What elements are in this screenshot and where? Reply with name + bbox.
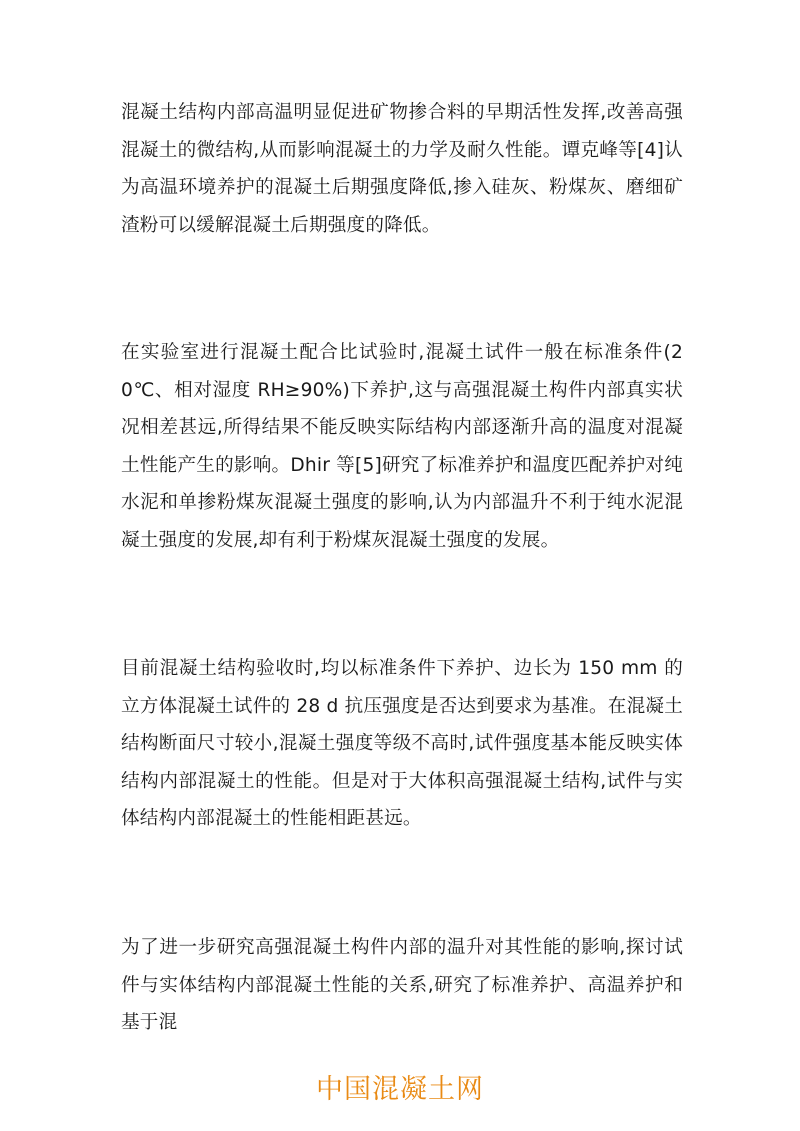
body-paragraph-4: 为了进一步研究高强混凝土构件内部的温升对其性能的影响,探讨试件与实体结构内部混凝土性能的关系,研究了标准养护、高温养护和基于混 [121,937,683,1033]
body-paragraph-3: 目前混凝土结构验收时,均以标准条件下养护、边长为 150 mm 的立方体混凝土试件的 28 d 抗压强度是否达到要求为基准。在混凝土结构断面尺寸较小,混凝土强度等级不高时,试件强度基本能反映实体结构内部混凝土的性能。但是对于大体积高强混凝土结构,试件与实体结构内部混凝土的性能相距甚远。 [121,658,683,829]
body-paragraph-2: 在实验室进行混凝土配合比试验时,混凝土试件一般在标准条件(20℃、相对湿度 RH≥90%)下养护,这与高强混凝土构件内部真实状况相差甚远,所得结果不能反映实际结构内部逐渐升高的温度对混凝土性能产生的影响。Dhir 等[5]研究了标准养护和温度匹配养护对纯水泥和单掺粉煤灰混凝土强度的影响,认为内部温升不利于纯水泥混凝土强度的发展,却有利于粉煤灰混凝土强度的发展。 [121,342,683,551]
body-paragraph-1: 混凝土结构内部高温明显促进矿物掺合料的早期活性发挥,改善高强混凝土的微结构,从而影响混凝土的力学及耐久性能。谭克峰等[4]认为高温环境养护的混凝土后期强度降低,掺入硅灰、粉煤灰、磨细矿渣粉可以缓解混凝土后期强度的降低。 [121,102,683,236]
footer-watermark: 中国混凝土网 [316,1074,484,1105]
